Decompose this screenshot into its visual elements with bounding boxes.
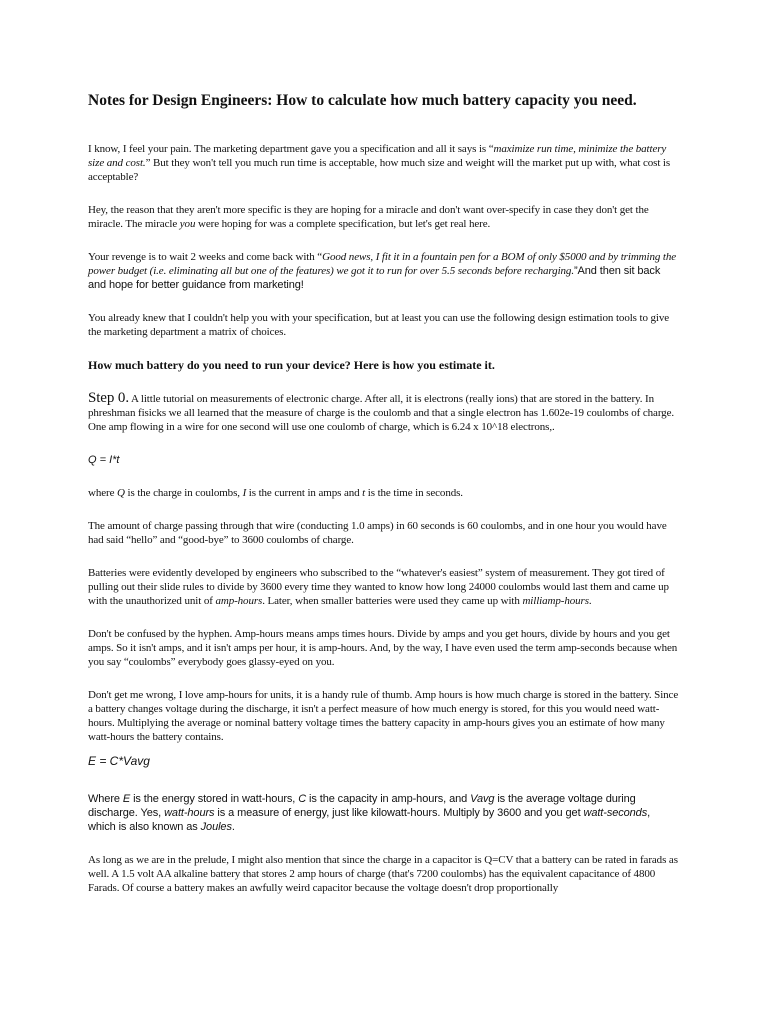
italic-term: watt-hours — [164, 807, 215, 819]
text-run: I know, I feel your pain. The marketing department gave you a specification and all it says is “ — [88, 143, 494, 155]
formula-charge: Q = I*t — [88, 454, 120, 466]
paragraph-energy — [88, 792, 680, 834]
italic-term: watt-seconds — [583, 807, 648, 819]
text-run: . Later, when smaller batteries were used they came up with — [262, 595, 523, 607]
var-vavg: Vavg — [470, 793, 495, 805]
var-c: C — [298, 793, 307, 805]
text-run: . — [588, 595, 592, 607]
paragraph-amp-hours: Don't get me wrong, I love amp-hours for units, it is a handy rule of thumb. Amp hours is how much charge is stored in the battery. Since a battery changes voltage during the discharge, it isn't a perfect measure of how much energy is stored, for this you would need watt-hours. Multiplying the average or nominal battery voltage times the battery capacity in amp-hours gives you an estimate of how many watt-hours the battery contains. — [88, 689, 679, 743]
step-label: Step 0. — [88, 390, 129, 406]
paragraph-intro — [88, 142, 680, 184]
var-i: I — [242, 487, 247, 499]
document-title: Notes for Design Engineers: How to calculate how much battery capacity you need. — [88, 92, 637, 109]
document-page — [88, 90, 680, 895]
paragraph-where — [88, 486, 680, 500]
text-run: is a measure of energy, just like kilowatt-hours. Multiply by 3600 and you get — [214, 807, 584, 819]
text-run: ”And then sit back and hope for better guidance from marketing! — [88, 265, 661, 291]
paragraph-revenge — [88, 250, 680, 292]
text-run: is the time in seconds. — [365, 487, 463, 499]
italic-word: you — [179, 218, 196, 230]
paragraph-tools: You already knew that I couldn't help you with your specification, but at least you can use the following design estimation tools to give the marketing department a matrix of choices. — [88, 312, 670, 338]
text-run: ” But they won't tell you much run time is acceptable, how much size and weight will the market put up with, what cost is acceptable? — [88, 157, 671, 183]
text-run: is the energy stored in watt-hours, — [130, 793, 299, 805]
text-run: is the capacity in amp-hours, and — [306, 793, 471, 805]
text-run: where — [88, 487, 118, 499]
text-run: Batteries were evidently developed by engineers who subscribed to the “whatever's easiest” system of measurement. They got tired of pulling out their slide rules to divide by 3600 every time they wanted to know how long 24000 coulombs would last them and came up with the unauthorized unit of — [88, 567, 669, 607]
italic-quote: Good news, I fit it in a fountain pen for a BOM of only $5000 and by trimming the power budget (i.e. eliminating all but one of the features) we got it to run for over 5.5 seconds before recharging. — [88, 251, 677, 277]
italic-term: amp-hours — [215, 595, 263, 607]
paragraph-miracle — [88, 203, 680, 231]
text-run: Where — [88, 793, 123, 805]
var-q: Q — [117, 487, 125, 499]
paragraph-step0 — [88, 391, 680, 434]
text-run: A little tutorial on measurements of electronic charge. After all, it is electrons (really ions) that are stored in the battery. In phreshman fisicks we all learned that the measure of charge is the coulomb and that a single electron has 1.602e-19 coulombs of charge. One amp flowing in a wire for one second will use one coulomb of charge, which is 6.24 x 10^18 electrons,. — [88, 393, 675, 433]
formula-energy: E = C*Vavg — [88, 754, 150, 768]
text-run: Your revenge is to wait 2 weeks and come back with “ — [88, 251, 323, 263]
paragraph-coulombs: The amount of charge passing through that wire (conducting 1.0 amps) in 60 seconds is 60 coulombs, and in one hour you would have had said “hello” and “good-bye” to 3600 coulombs of charge. — [88, 520, 667, 546]
text-run: , which is also known as — [88, 807, 651, 833]
italic-term: milliamp-hours — [522, 595, 589, 607]
text-run: is the average voltage during discharge. Yes, — [88, 793, 636, 819]
paragraph-capacitor: As long as we are in the prelude, I might also mention that since the charge in a capacitor is Q=CV that a battery can be rated in farads as well. A 1.5 volt AA alkaline battery that stores 2 amp hours of charge (that's 7200 coulombs) has the equivalent capacitance of 4800 Farads. Of course a battery makes an awfully weird capacitor because the voltage doesn't drop proportionally — [88, 854, 678, 894]
text-run: . — [231, 821, 235, 833]
paragraph-hyphen: Don't be confused by the hyphen. Amp-hours means amps times hours. Divide by amps and you get hours, divide by hours and you get amps. So it isn't amps, and it isn't amps per hour, it is amp-hours. And, by the way, I have even used the term amp-seconds because when you say “coulombs” everybody goes glassy-eyed on you. — [88, 628, 678, 668]
italic-quote: maximize run time, minimize the battery size and cost. — [88, 143, 667, 169]
text-run: is the charge in coulombs, — [124, 487, 243, 499]
text-run: were hoping for was a complete specification, but let's get real here. — [195, 218, 491, 230]
text-run: is the current in amps and — [246, 487, 363, 499]
var-t: t — [362, 487, 366, 499]
paragraph-batteries — [88, 566, 680, 608]
italic-term: Joules — [200, 821, 232, 833]
section-heading: How much battery do you need to run your device? Here is how you estimate it. — [88, 358, 495, 372]
var-e: E — [122, 793, 131, 805]
text-run: Hey, the reason that they aren't more specific is they are hoping for a miracle and don't want over-specify in case they don't get the miracle. The miracle — [88, 204, 649, 230]
